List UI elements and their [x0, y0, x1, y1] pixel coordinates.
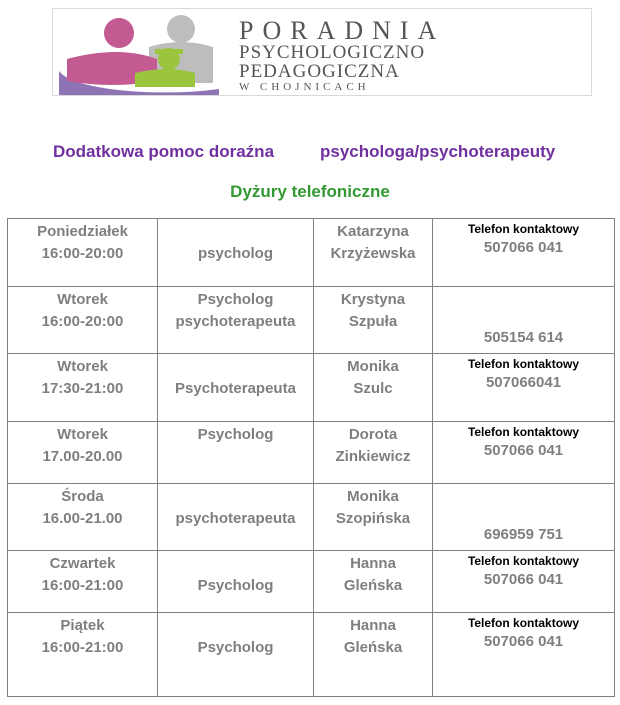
name-cell — [314, 354, 433, 422]
table-row — [8, 422, 615, 484]
hours-label: 17:30-21:00 — [41, 380, 124, 397]
day-label: Czwartek — [49, 555, 116, 572]
role-line-2: Psycholog — [197, 577, 274, 594]
day-cell — [8, 354, 158, 422]
name-cell — [314, 613, 433, 697]
day-cell — [8, 219, 158, 287]
first-name: Hanna — [350, 555, 396, 572]
table-row — [8, 551, 615, 613]
role-line-2: Psycholog — [197, 639, 274, 656]
first-name: Monika — [347, 358, 399, 375]
table-row — [8, 287, 615, 354]
first-name: Krystyna — [340, 291, 406, 308]
hours-label: 16:00-20:00 — [41, 313, 124, 330]
day-cell — [8, 287, 158, 354]
phone-cell — [433, 551, 615, 613]
last-name: Gleńska — [343, 577, 403, 594]
last-name: Zinkiewicz — [335, 448, 411, 465]
day-cell — [8, 551, 158, 613]
page-subheading: Dyżury telefoniczne — [230, 182, 390, 201]
people-logo-icon — [53, 9, 239, 95]
role-line-2: psychoterapeuta — [175, 510, 296, 527]
role-cell — [158, 484, 314, 551]
name-cell — [314, 219, 433, 287]
day-label: Wtorek — [57, 291, 108, 308]
last-name: Gleńska — [343, 639, 403, 656]
last-name: Krzyżewska — [330, 245, 416, 262]
day-cell — [8, 422, 158, 484]
last-name: Szpuła — [348, 313, 398, 330]
phone-label: Telefon kontaktowy — [467, 222, 580, 236]
heading-right: psychologa/psychoterapeuty — [320, 142, 556, 161]
hours-label: 16:00-21:00 — [41, 639, 124, 656]
phone-number: 507066 041 — [483, 442, 564, 459]
role-line-1 — [162, 486, 309, 508]
hours-label: 17.00-20.00 — [42, 448, 123, 465]
phone-cell — [433, 422, 615, 484]
role-line-1 — [162, 615, 309, 637]
phone-label: Telefon kontaktowy — [467, 554, 580, 568]
phone-label: Telefon kontaktowy — [467, 357, 580, 371]
phone-cell — [433, 287, 615, 354]
logo-wordmark — [239, 16, 589, 93]
role-line-2: psychoterapeuta — [175, 313, 296, 330]
day-label: Środa — [61, 488, 104, 505]
phone-label: Telefon kontaktowy — [467, 425, 580, 439]
role-line-1: Psycholog — [197, 291, 274, 308]
name-cell — [314, 287, 433, 354]
duty-schedule-table — [7, 218, 615, 697]
role-line-2: psycholog — [197, 245, 273, 262]
first-name: Katarzyna — [337, 223, 409, 240]
name-cell — [314, 484, 433, 551]
first-name: Hanna — [350, 617, 396, 634]
phone-cell — [433, 219, 615, 287]
phone-number: 507066041 — [485, 374, 562, 391]
phone-number: 696959 751 — [483, 526, 564, 543]
role-line-2: Psychoterapeuta — [175, 380, 296, 397]
phone-number: 507066 041 — [483, 239, 564, 256]
table-row — [8, 484, 615, 551]
name-cell — [314, 422, 433, 484]
last-name: Szopińska — [335, 510, 411, 527]
table-row — [8, 219, 615, 287]
phone-number: 505154 614 — [483, 329, 564, 346]
role-line-1 — [162, 221, 309, 243]
logo-line-1: PORADNIA — [239, 16, 446, 45]
phone-number: 507066 041 — [483, 571, 564, 588]
day-cell — [8, 613, 158, 697]
role-cell — [158, 219, 314, 287]
heading-left: Dodatkowa pomoc doraźna — [53, 142, 275, 161]
hours-label: 16:00-21:00 — [41, 577, 124, 594]
role-cell — [158, 422, 314, 484]
first-name: Monika — [347, 488, 399, 505]
page-heading — [0, 142, 620, 164]
role-line-1 — [162, 356, 309, 378]
table-row — [8, 354, 615, 422]
logo-line-4: W CHOJNICACH — [239, 81, 370, 93]
role-cell — [158, 551, 314, 613]
role-line-1 — [162, 553, 309, 575]
logo-banner — [52, 8, 592, 96]
day-label: Poniedziałek — [37, 223, 128, 240]
day-label: Piątek — [60, 617, 105, 634]
role-cell — [158, 613, 314, 697]
phone-label: Telefon kontaktowy — [467, 616, 580, 630]
day-label: Wtorek — [57, 358, 108, 375]
role-cell — [158, 354, 314, 422]
hours-label: 16:00-20:00 — [41, 245, 124, 262]
hours-label: 16.00-21.00 — [42, 510, 123, 527]
role-cell — [158, 287, 314, 354]
role-line-1: Psycholog — [197, 426, 274, 443]
last-name: Szulc — [353, 380, 393, 397]
logo-line-2: PSYCHOLOGICZNO — [239, 42, 426, 63]
day-cell — [8, 484, 158, 551]
table-row — [8, 613, 615, 697]
phone-number: 507066 041 — [483, 633, 564, 650]
phone-label — [437, 289, 610, 313]
phone-cell — [433, 613, 615, 697]
phone-cell — [433, 354, 615, 422]
first-name: Dorota — [348, 426, 398, 443]
phone-label — [437, 486, 610, 510]
logo-line-3: PEDAGOGICZNA — [239, 61, 400, 82]
day-label: Wtorek — [57, 426, 108, 443]
name-cell — [314, 551, 433, 613]
phone-cell — [433, 484, 615, 551]
